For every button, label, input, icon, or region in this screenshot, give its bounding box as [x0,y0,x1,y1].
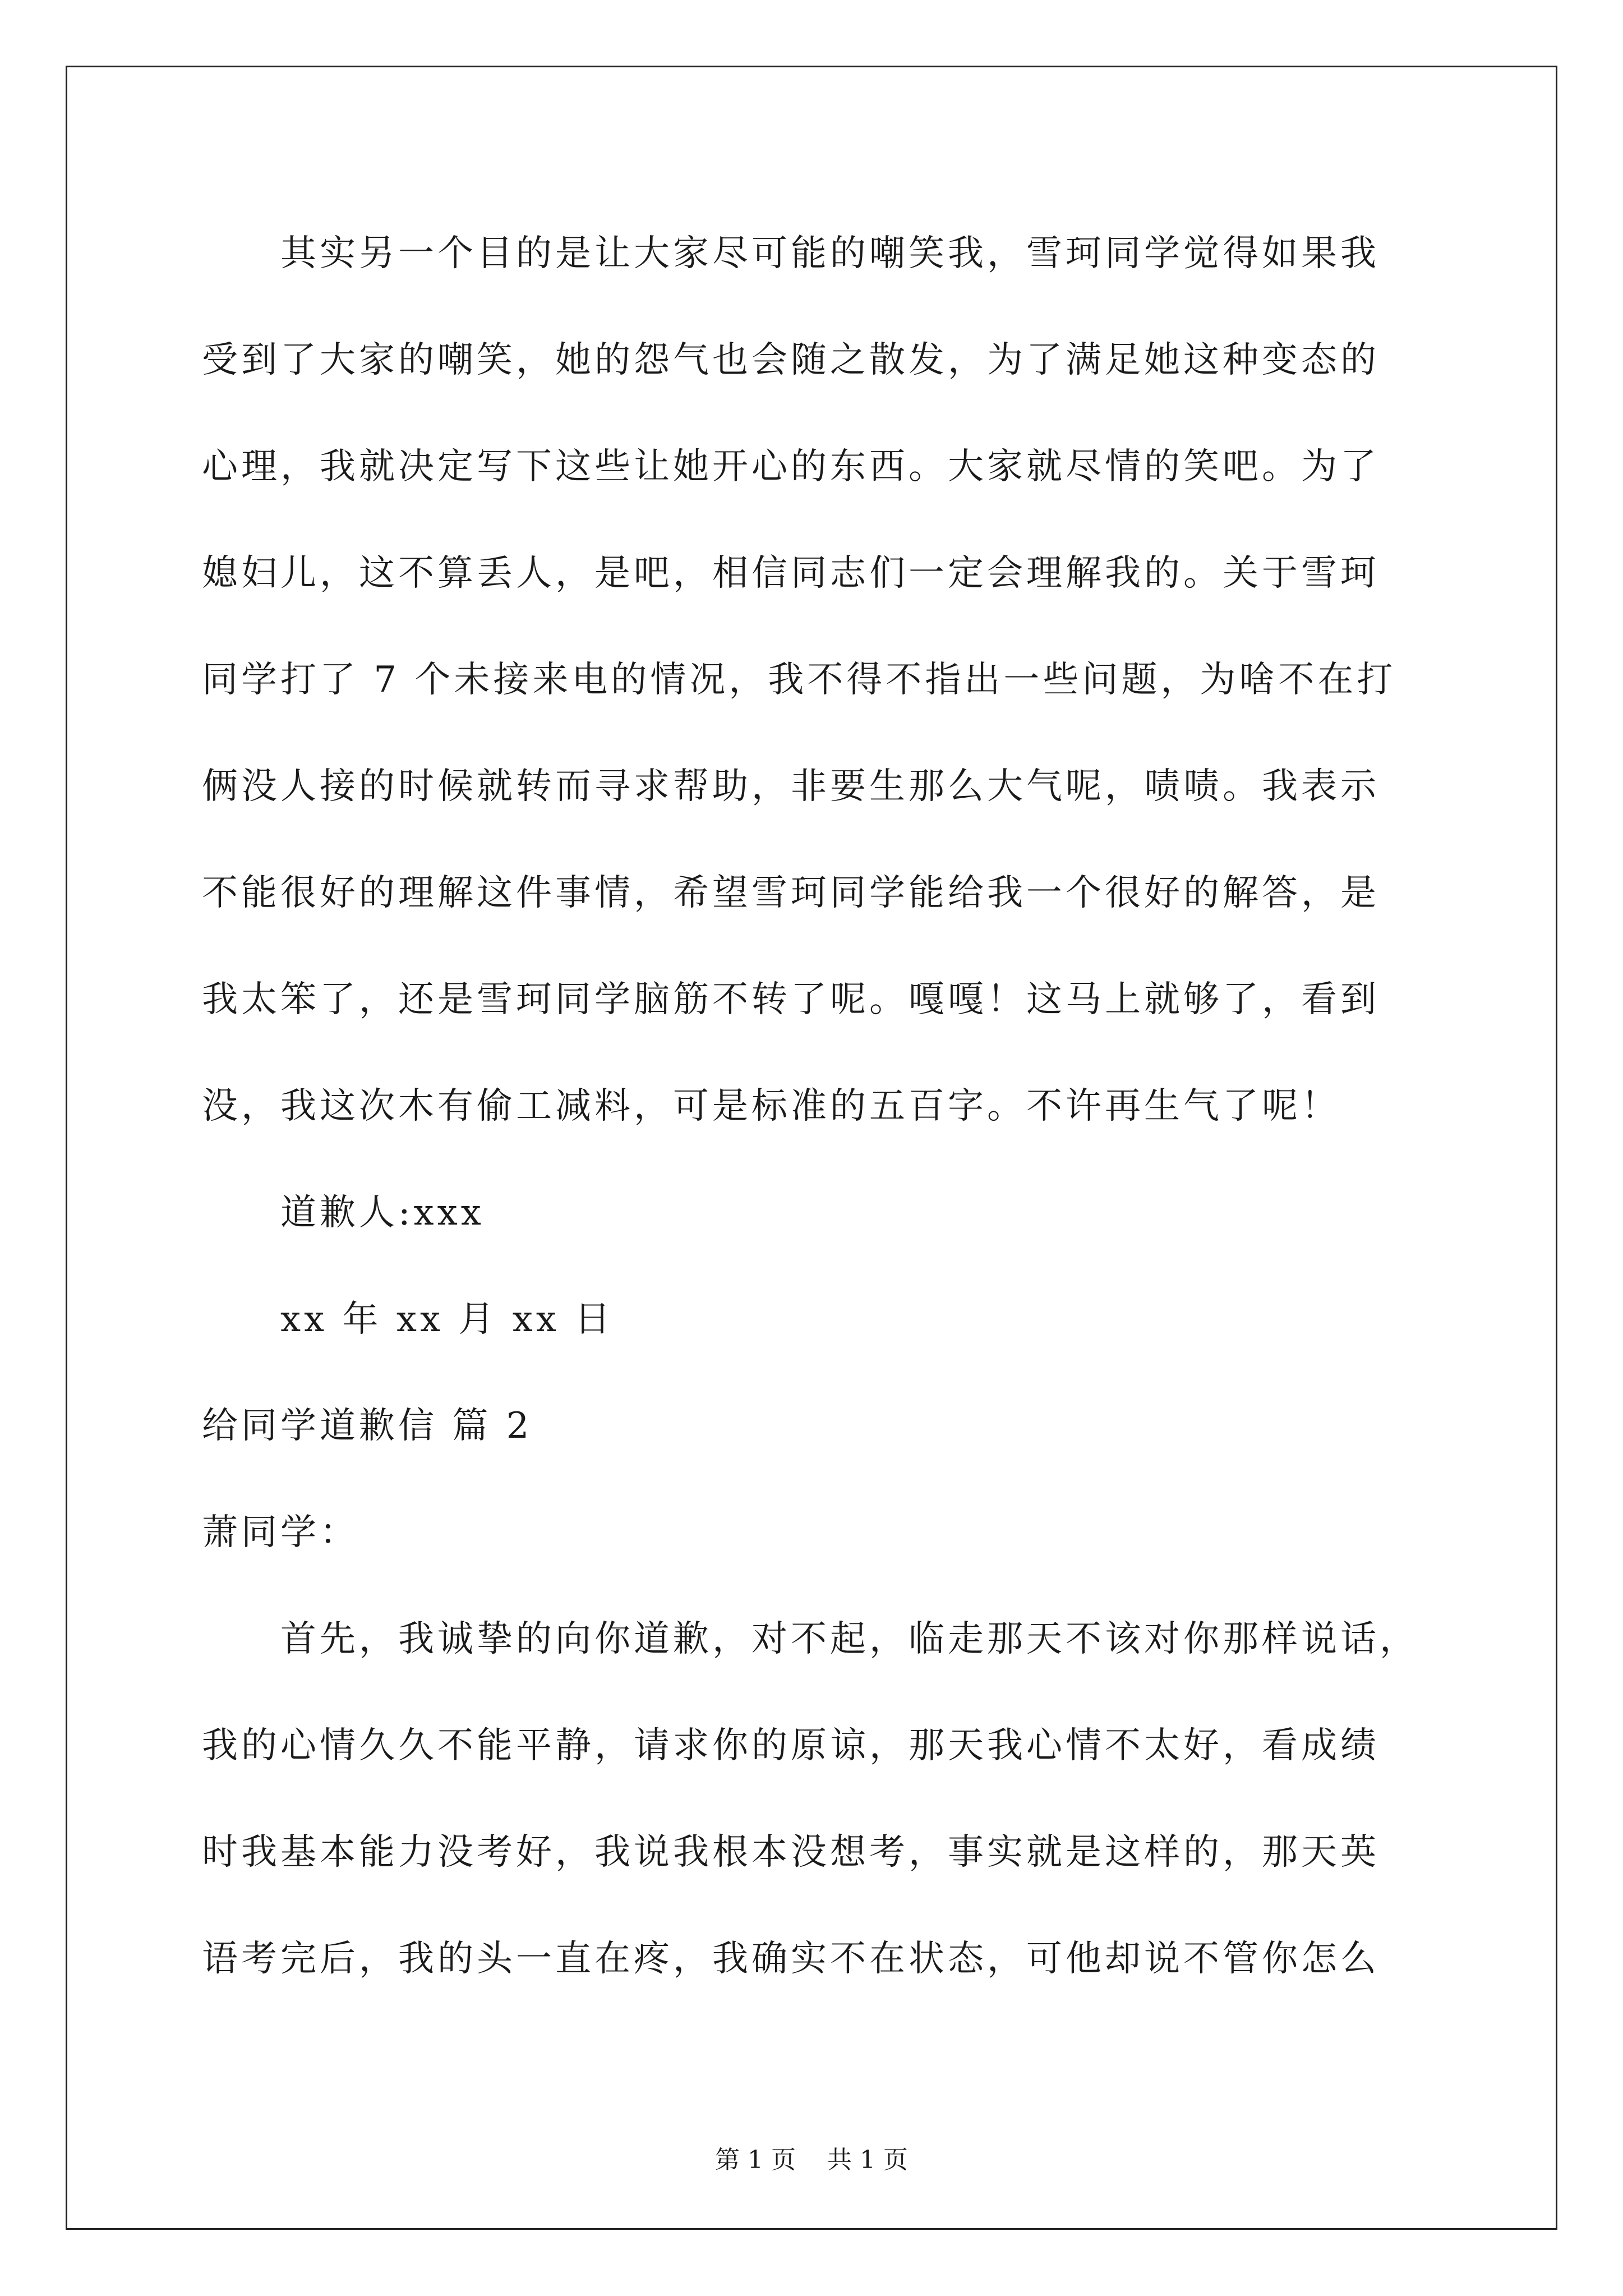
paragraph-line: 没，我这次木有偷工减料，可是标准的五百字。不许再生气了呢！ [202,1085,1340,1127]
paragraph-line: 俩没人接的时候就转而寻求帮助，非要生那么大气呢，啧啧。我表示 [202,766,1380,807]
paragraph-line: 受到了大家的嘲笑，她的怨气也会随之散发，为了满足她这种变态的 [202,339,1380,381]
paragraph-line: 语考完后，我的头一直在疼，我确实不在状态，可他却说不管你怎么 [202,1938,1380,1980]
page-number-footer: 第 1 页 共 1 页 [715,2146,908,2174]
date-line: xx 年 xx 月 xx 日 [280,1299,614,1340]
signature-line: 道歉人:xxx [280,1192,485,1234]
salutation-line: 萧同学： [202,1512,359,1553]
paragraph-line: 同学打了 7 个未接来电的情况，我不得不指出一些问题，为啥不在打 [202,659,1396,701]
section-heading: 给同学道歉信 篇 2 [202,1405,533,1447]
paragraph-line: 其实另一个目的是让大家尽可能的嘲笑我，雪珂同学觉得如果我 [280,233,1380,274]
paragraph-line: 媳妇儿，这不算丢人，是吧，相信同志们一定会理解我的。关于雪珂 [202,553,1380,594]
page-border [66,66,1557,2230]
paragraph-line: 时我基本能力没考好，我说我根本没想考，事实就是这样的，那天英 [202,1832,1380,1873]
paragraph-line: 心理，我就决定写下这些让她开心的东西。大家就尽情的笑吧。为了 [202,446,1380,487]
paragraph-line: 我的心情久久不能平静，请求你的原谅，那天我心情不太好，看成绩 [202,1725,1380,1766]
paragraph-line: 我太笨了，还是雪珂同学脑筋不转了呢。嘎嘎！这马上就够了，看到 [202,979,1380,1020]
paragraph-line: 不能很好的理解这件事情，希望雪珂同学能给我一个很好的解答，是 [202,872,1380,914]
paragraph-line: 首先，我诚挚的向你道歉，对不起，临走那天不该对你那样说话， [280,1618,1419,1660]
